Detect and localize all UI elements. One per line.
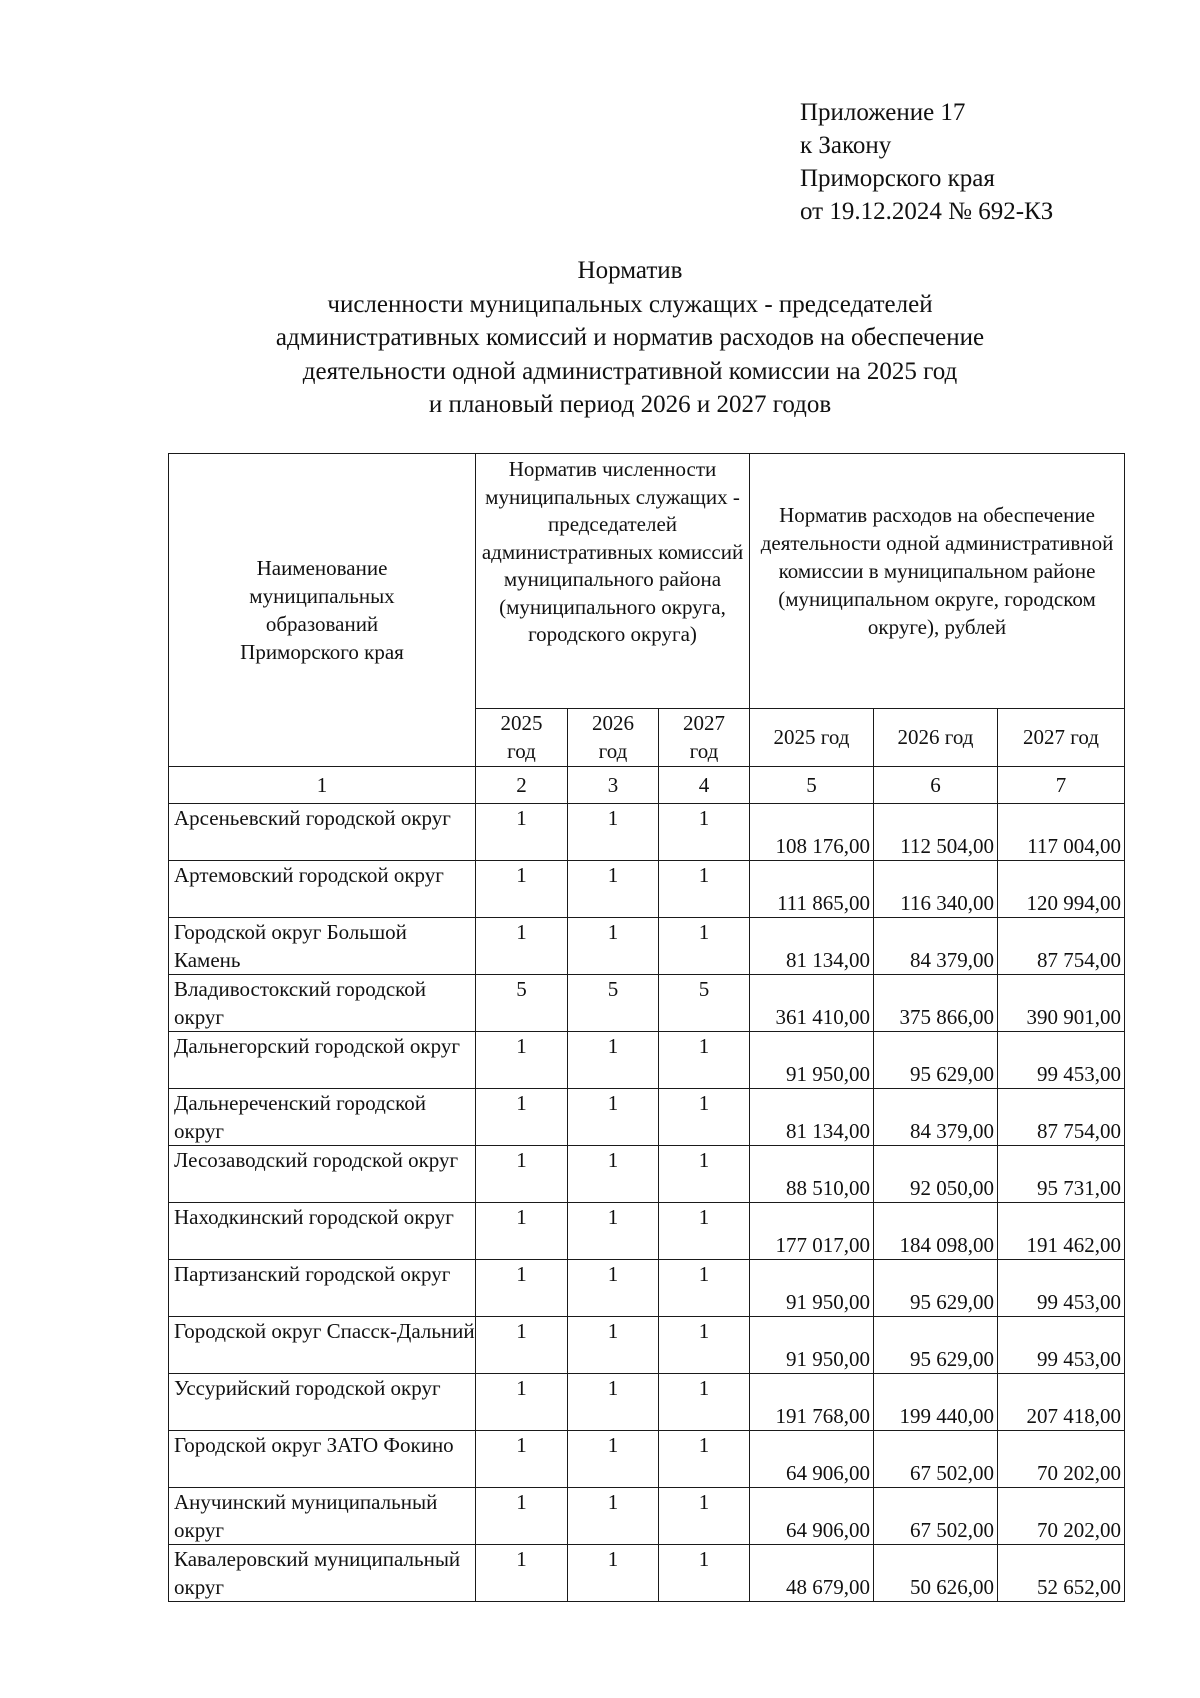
header-expense-year: 2025 год <box>750 709 874 767</box>
column-number: 4 <box>659 767 750 804</box>
table-body <box>169 804 1125 1602</box>
expense-2026-cell: 95 629,00 <box>874 1260 998 1317</box>
expense-2025-cell: 177 017,00 <box>750 1203 874 1260</box>
appendix-line: от 19.12.2024 № 692-КЗ <box>800 198 1054 225</box>
title-line: Норматив <box>577 257 683 284</box>
expense-2026-cell: 375 866,00 <box>874 975 998 1032</box>
header-expense-year: 2027 год <box>998 709 1125 767</box>
column-number: 7 <box>998 767 1125 804</box>
expense-2027-cell: 390 901,00 <box>998 975 1125 1032</box>
expense-2025-cell: 191 768,00 <box>750 1374 874 1431</box>
expense-2026-cell: 112 504,00 <box>874 804 998 861</box>
expense-2026-cell: 67 502,00 <box>874 1488 998 1545</box>
count-2027-cell: 1 <box>659 1260 750 1317</box>
count-2026-cell: 1 <box>568 1146 659 1203</box>
count-2026-cell: 1 <box>568 1089 659 1146</box>
table-row <box>169 1089 1125 1146</box>
count-2027-cell: 1 <box>659 1374 750 1431</box>
count-2025-cell: 1 <box>476 1374 568 1431</box>
count-2026-cell: 1 <box>568 1431 659 1488</box>
expense-2026-cell: 84 379,00 <box>874 918 998 975</box>
expense-2025-cell: 91 950,00 <box>750 1260 874 1317</box>
title-line: и плановый период 2026 и 2027 годов <box>428 391 832 418</box>
header-count-year: 2026 год <box>568 709 659 767</box>
column-number: 3 <box>568 767 659 804</box>
title-line: численности муниципальных служащих - председателей <box>327 290 933 318</box>
table-row <box>169 1317 1125 1374</box>
column-number: 5 <box>750 767 874 804</box>
table-row <box>169 918 1125 975</box>
count-2025-cell: 1 <box>476 1317 568 1374</box>
municipality-name-cell: Владивостокский городской округ <box>169 975 476 1032</box>
expense-2027-cell: 70 202,00 <box>998 1488 1125 1545</box>
count-2026-cell: 1 <box>568 1374 659 1431</box>
expense-2025-cell: 91 950,00 <box>750 1032 874 1089</box>
title-line: деятельности одной административной комиссии на 2025 год <box>302 357 958 385</box>
header-count-year: 2027 год <box>659 709 750 767</box>
expense-2027-cell: 99 453,00 <box>998 1260 1125 1317</box>
count-2026-cell: 1 <box>568 804 659 861</box>
expense-2025-cell: 81 134,00 <box>750 1089 874 1146</box>
expense-2026-cell: 116 340,00 <box>874 861 998 918</box>
expense-2026-cell: 84 379,00 <box>874 1089 998 1146</box>
count-2026-cell: 1 <box>568 1545 659 1602</box>
municipality-name-cell: Лесозаводский городской округ <box>169 1146 476 1203</box>
expense-2025-cell: 64 906,00 <box>750 1488 874 1545</box>
header-row <box>169 454 1125 709</box>
count-2025-cell: 1 <box>476 861 568 918</box>
count-2026-cell: 1 <box>568 1032 659 1089</box>
appendix-line: к Закону <box>800 132 892 159</box>
municipality-name-cell: Дальнереченский городской округ <box>169 1089 476 1146</box>
count-2025-cell: 1 <box>476 1032 568 1089</box>
count-2027-cell: 1 <box>659 1146 750 1203</box>
norms-table <box>168 453 1125 1602</box>
header-name-column: Наименование муниципальных образований Приморского края <box>169 454 476 767</box>
expense-2027-cell: 207 418,00 <box>998 1374 1125 1431</box>
table-row <box>169 1203 1125 1260</box>
expense-2025-cell: 81 134,00 <box>750 918 874 975</box>
appendix-line: Приложение 17 <box>800 99 966 126</box>
table-row <box>169 861 1125 918</box>
count-2026-cell: 1 <box>568 1488 659 1545</box>
expense-2027-cell: 117 004,00 <box>998 804 1125 861</box>
table-row <box>169 975 1125 1032</box>
expense-2026-cell: 67 502,00 <box>874 1431 998 1488</box>
table-row <box>169 1545 1125 1602</box>
municipality-name-cell: Городской округ ЗАТО Фокино <box>169 1431 476 1488</box>
expense-2027-cell: 120 994,00 <box>998 861 1125 918</box>
expense-2025-cell: 361 410,00 <box>750 975 874 1032</box>
count-2027-cell: 1 <box>659 1032 750 1089</box>
count-2026-cell: 1 <box>568 1260 659 1317</box>
count-2027-cell: 1 <box>659 861 750 918</box>
municipality-name-cell: Находкинский городской округ <box>169 1203 476 1260</box>
count-2025-cell: 1 <box>476 1488 568 1545</box>
expense-2025-cell: 108 176,00 <box>750 804 874 861</box>
expense-2027-cell: 70 202,00 <box>998 1431 1125 1488</box>
count-2026-cell: 1 <box>568 861 659 918</box>
expense-2026-cell: 184 098,00 <box>874 1203 998 1260</box>
count-2027-cell: 1 <box>659 918 750 975</box>
count-2027-cell: 1 <box>659 1431 750 1488</box>
municipality-name-cell: Уссурийский городской округ <box>169 1374 476 1431</box>
expense-2027-cell: 191 462,00 <box>998 1203 1125 1260</box>
municipality-name-cell: Партизанский городской округ <box>169 1260 476 1317</box>
expense-2025-cell: 48 679,00 <box>750 1545 874 1602</box>
column-number: 2 <box>476 767 568 804</box>
appendix-block <box>800 96 1053 228</box>
count-2025-cell: 1 <box>476 1089 568 1146</box>
appendix-line: Приморского края <box>800 165 995 192</box>
column-number: 6 <box>874 767 998 804</box>
header-expense-year: 2026 год <box>874 709 998 767</box>
municipality-name-cell: Анучинский муниципальный округ <box>169 1488 476 1545</box>
header-expense-group: Норматив расходов на обеспечение деятельности одной административной комиссии в муниципальном районе (муниципальном округе, городском округе), рублей <box>750 454 1125 709</box>
expense-2025-cell: 88 510,00 <box>750 1146 874 1203</box>
expense-2027-cell: 52 652,00 <box>998 1545 1125 1602</box>
expense-2025-cell: 111 865,00 <box>750 861 874 918</box>
column-number: 1 <box>169 767 476 804</box>
table-row <box>169 1488 1125 1545</box>
count-2025-cell: 1 <box>476 1431 568 1488</box>
municipality-name-cell: Городской округ Большой Камень <box>169 918 476 975</box>
count-2027-cell: 1 <box>659 1203 750 1260</box>
count-2025-cell: 1 <box>476 1146 568 1203</box>
count-2025-cell: 1 <box>476 918 568 975</box>
count-2025-cell: 5 <box>476 975 568 1032</box>
expense-2026-cell: 95 629,00 <box>874 1317 998 1374</box>
count-2026-cell: 1 <box>568 1203 659 1260</box>
municipality-name-cell: Кавалеровский муниципальный округ <box>169 1545 476 1602</box>
header-count-group: Норматив численности муниципальных служащих - председателей административных комиссий муниципального района (муниципального округа, городского округа) <box>476 454 750 709</box>
municipality-name-cell: Городской округ Спасск-Дальний <box>169 1317 476 1374</box>
document-title <box>160 254 1100 422</box>
expense-2027-cell: 99 453,00 <box>998 1032 1125 1089</box>
count-2027-cell: 1 <box>659 1545 750 1602</box>
expense-2027-cell: 95 731,00 <box>998 1146 1125 1203</box>
column-numbers-row <box>169 767 1125 804</box>
table-row <box>169 804 1125 861</box>
count-2027-cell: 1 <box>659 1089 750 1146</box>
count-2026-cell: 5 <box>568 975 659 1032</box>
expense-2026-cell: 92 050,00 <box>874 1146 998 1203</box>
expense-2027-cell: 87 754,00 <box>998 1089 1125 1146</box>
municipality-name-cell: Дальнегорский городской округ <box>169 1032 476 1089</box>
title-line: административных комиссий и норматив расходов на обеспечение <box>275 324 985 351</box>
table-row <box>169 1431 1125 1488</box>
table-row <box>169 1146 1125 1203</box>
municipality-name-cell: Артемовский городской округ <box>169 861 476 918</box>
count-2027-cell: 1 <box>659 804 750 861</box>
table-row <box>169 1032 1125 1089</box>
count-2025-cell: 1 <box>476 1203 568 1260</box>
count-2026-cell: 1 <box>568 918 659 975</box>
count-2026-cell: 1 <box>568 1317 659 1374</box>
expense-2027-cell: 99 453,00 <box>998 1317 1125 1374</box>
expense-2025-cell: 91 950,00 <box>750 1317 874 1374</box>
count-2025-cell: 1 <box>476 1545 568 1602</box>
expense-2025-cell: 64 906,00 <box>750 1431 874 1488</box>
count-2027-cell: 1 <box>659 1317 750 1374</box>
expense-2026-cell: 50 626,00 <box>874 1545 998 1602</box>
expense-2027-cell: 87 754,00 <box>998 918 1125 975</box>
count-2027-cell: 1 <box>659 1488 750 1545</box>
count-2025-cell: 1 <box>476 1260 568 1317</box>
count-2027-cell: 5 <box>659 975 750 1032</box>
header-count-year: 2025 год <box>476 709 568 767</box>
count-2025-cell: 1 <box>476 804 568 861</box>
municipality-name-cell: Арсеньевский городской округ <box>169 804 476 861</box>
table-row <box>169 1260 1125 1317</box>
table-row <box>169 1374 1125 1431</box>
expense-2026-cell: 199 440,00 <box>874 1374 998 1431</box>
expense-2026-cell: 95 629,00 <box>874 1032 998 1089</box>
